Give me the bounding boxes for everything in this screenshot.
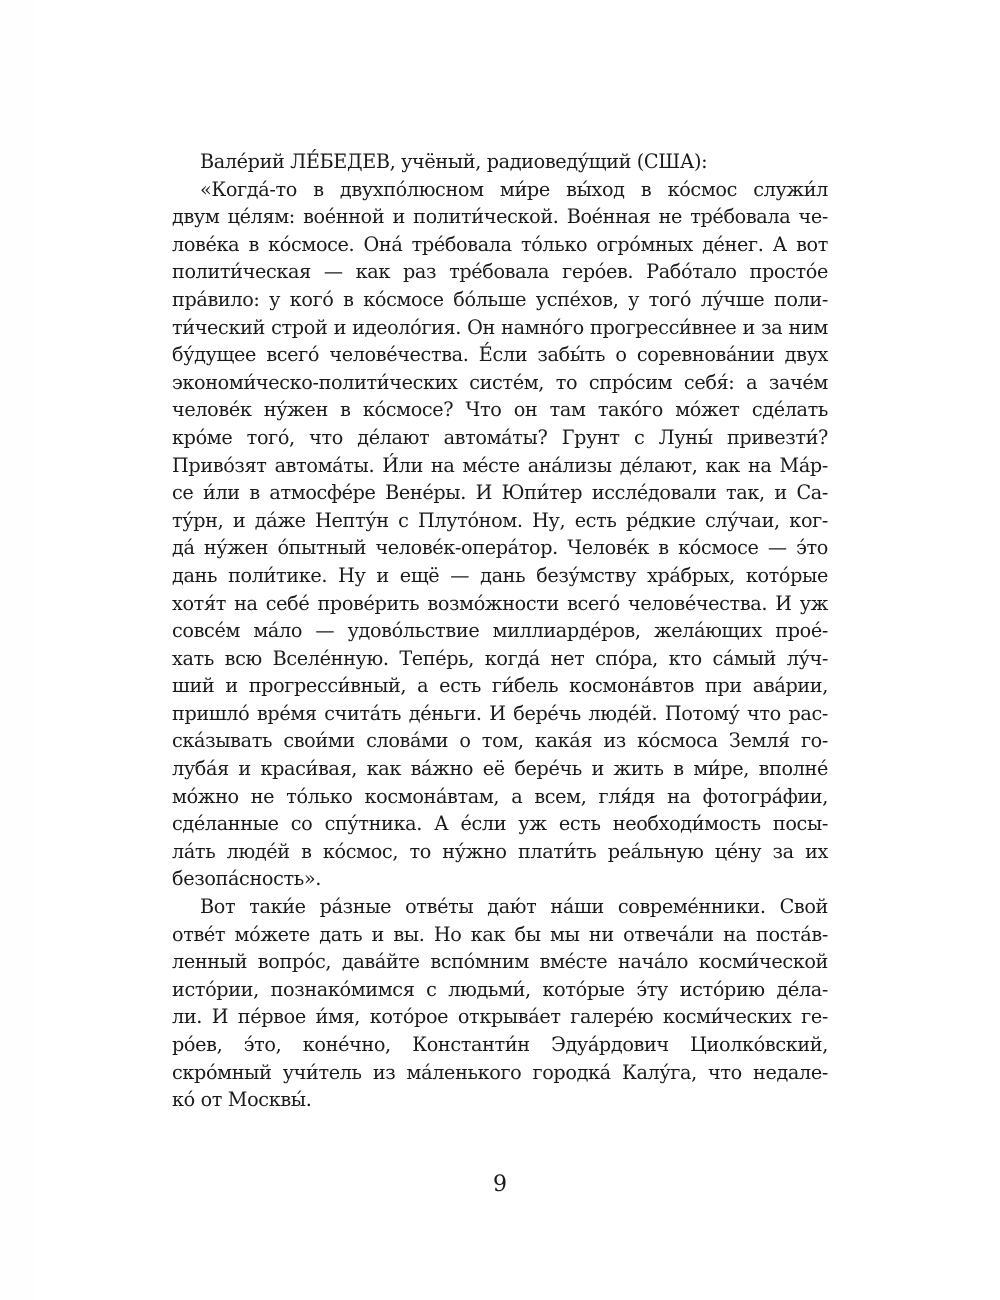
text-line: сде́ланные со спу́тника. А е́сли уж есть необходи́мость посы- bbox=[172, 812, 828, 836]
text-line: ту́рн, и да́же Непту́н с Плуто́ном. Ну, есть ре́дкие слу́чаи, ког- bbox=[172, 508, 828, 532]
text-line: ла́ть люде́й в ко́смос, то ну́жно плати́ть реа́льную це́ну за их bbox=[172, 839, 828, 863]
paragraph-quote bbox=[172, 176, 828, 893]
page-edge-shadow bbox=[0, 0, 34, 1300]
text-line: Приво́зят автома́ты. И́ли на ме́сте ана́лизы де́лают, как на Ма́р- bbox=[172, 453, 828, 477]
text-line: экономи́ческо-полити́ческих систе́м, то спро́сим себя́: а заче́м bbox=[172, 370, 828, 394]
text-line: Вале́рий ЛЕ́БЕДЕВ, учёный, радиоведу́щий (США): bbox=[200, 150, 708, 173]
text-line: двум це́лям: вое́нной и полити́ческой. Вое́нная не тре́бовала че- bbox=[172, 205, 828, 229]
text-line: ска́зывать свои́ми слова́ми о том, кака́я из ко́смоса Земля́ го- bbox=[172, 729, 828, 753]
text-line: ти́ческий строй и идеоло́гия. Он намно́го прогресси́внее и за ним bbox=[172, 315, 828, 339]
text-line: мо́жно не то́лько космона́втам, а всем, гля́дя на фотогра́фии, bbox=[172, 784, 828, 808]
text-line: ленный вопро́с, дава́йте вспо́мним вме́сте нача́ло косми́ческой bbox=[172, 950, 828, 974]
text-line: пришло́ вре́мя счита́ть де́ньги. И бере́чь люде́й. Потому́ что рас- bbox=[172, 701, 828, 725]
paragraph-attribution bbox=[172, 148, 828, 176]
text-line: скро́мный учи́тель из ма́ленького городка́ Калу́га, что недале- bbox=[172, 1060, 828, 1084]
text-line: ли. И пе́рвое и́мя, кото́рое открыва́ет галере́ю косми́ческих ге- bbox=[172, 1005, 828, 1029]
body-text bbox=[172, 148, 828, 1114]
text-line: Вот таки́е ра́зные отве́ты даю́т на́ши совреме́нники. Свой bbox=[200, 895, 828, 919]
text-line: безопа́сность». bbox=[172, 867, 321, 891]
text-line: челове́к ну́жен в ко́смосе? Что он там тако́го мо́жет сде́лать bbox=[172, 398, 828, 422]
text-line: ро́ев, э́то, коне́чно, Константи́н Эдуа́рдович Циолко́вский, bbox=[172, 1033, 828, 1056]
text-line: дань поли́тике. Ну и ещё — дань безу́мству хра́брых, кото́рые bbox=[172, 563, 828, 587]
page-number: 9 bbox=[493, 1172, 507, 1197]
text-line: хать всю Вселе́нную. Тепе́рь, когда́ нет спо́ра, кто са́мый лу́ч- bbox=[172, 646, 828, 670]
text-line: пра́вило: у кого́ в ко́смосе бо́льше успе́хов, у того́ лу́чше поли- bbox=[172, 287, 828, 311]
text-line: се и́ли в атмосфе́ре Вене́ры. И Юпи́тер иссле́довали так, и Са- bbox=[172, 481, 828, 505]
text-line: кро́ме того́, что де́лают автома́ты? Грунт с Луны́ привезти́? bbox=[172, 425, 828, 449]
text-line: «Когда́-то в двухпо́люсном ми́ре вы́ход в ко́смос служи́л bbox=[200, 177, 828, 201]
text-line: бу́дущее всего́ челове́чества. Е́сли забы́ть о соревнова́нии двух bbox=[172, 343, 828, 367]
text-line: луба́я и краси́вая, как ва́жно её бере́чь и жить в ми́ре, вполне́ bbox=[172, 757, 828, 781]
text-line: совсе́м ма́ло — удово́льствие миллиарде́ров, жела́ющих прое́- bbox=[172, 619, 828, 643]
text-line: да́ ну́жен о́пытный челове́к-опера́тор. Челове́к в ко́смосе — э́то bbox=[172, 536, 828, 560]
text-line: отве́т мо́жете дать и вы. Но как бы мы ни отвеча́ли на поста́в- bbox=[172, 922, 828, 946]
text-line: ший и прогресси́вный, а есть ги́бель космона́втов при ава́рии, bbox=[172, 674, 828, 698]
text-line: исто́рии, познако́мимся с людьми́, кото́рые э́ту исто́рию де́ла- bbox=[172, 977, 828, 1001]
text-line: полити́ческая — как раз тре́бовала геро́ев. Рабо́тало просто́е bbox=[172, 260, 828, 284]
text-line: хотя́т на себе́ прове́рить возмо́жности всего́ челове́чества. И уж bbox=[172, 591, 828, 615]
text-line: ко́ от Москвы́. bbox=[172, 1088, 312, 1112]
text-line: лове́ка в ко́смосе. Она́ тре́бовала то́лько огро́мных де́нег. А вот bbox=[172, 232, 828, 256]
paragraph-conclusion bbox=[172, 893, 828, 1114]
